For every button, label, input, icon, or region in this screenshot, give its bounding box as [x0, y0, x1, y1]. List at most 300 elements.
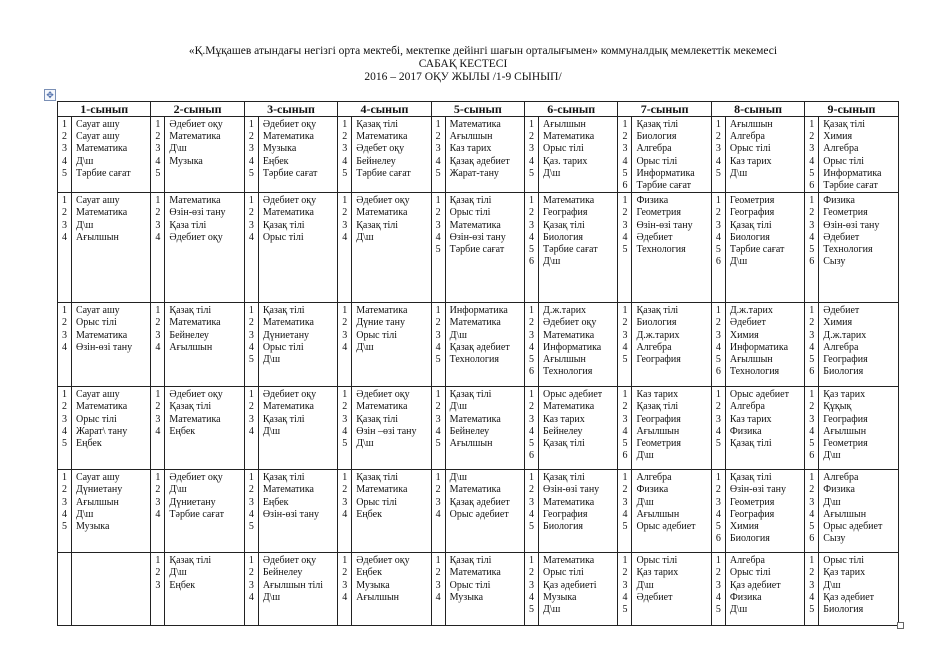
lesson-subjects-cell[interactable]	[725, 193, 804, 303]
lesson-number: 4	[622, 155, 628, 167]
lesson-number: 3	[715, 329, 721, 341]
lesson-subjects-cell[interactable]	[539, 117, 618, 193]
lesson-number: 2	[342, 317, 348, 329]
lesson-number: 4	[62, 425, 67, 437]
lesson-number: 3	[62, 496, 67, 508]
subject-name: Математика	[262, 401, 314, 413]
lesson-subjects-cell[interactable]	[819, 303, 898, 387]
subject-name: Орыс тілі	[543, 567, 584, 579]
day-row	[58, 553, 899, 626]
lesson-number: 5	[809, 243, 815, 255]
lesson-number: 3	[342, 413, 348, 425]
subject-name: Биология	[543, 231, 584, 243]
lesson-number: 4	[809, 425, 815, 437]
lesson-number: 1	[529, 195, 535, 207]
subject-name: Ағылшын	[449, 437, 493, 449]
subject-name: Бейнелеу	[543, 425, 583, 437]
subject-name: Математика	[169, 317, 221, 329]
lesson-number: 4	[342, 341, 348, 353]
subject-name: Дүниетану	[76, 484, 123, 496]
subject-name: Математика	[262, 484, 314, 496]
lesson-subjects-cell[interactable]	[258, 117, 337, 193]
lesson-number: 3	[809, 579, 815, 591]
lesson-number: 1	[529, 555, 535, 567]
lesson-number: 2	[435, 207, 441, 219]
lesson-numbers-cell	[805, 387, 819, 470]
lesson-number: 1	[622, 389, 628, 401]
lesson-number: 1	[342, 555, 348, 567]
lesson-numbers-cell	[525, 193, 539, 303]
subject-name: Музыка	[76, 520, 110, 532]
lesson-subjects-cell[interactable]	[819, 387, 898, 470]
lesson-number: 5	[715, 243, 721, 255]
subject-name: Технология	[449, 353, 499, 365]
lesson-number: 2	[622, 317, 628, 329]
subject-name: Еңбек	[356, 567, 382, 579]
lesson-number: 1	[155, 472, 161, 484]
lesson-subjects-cell[interactable]	[352, 117, 431, 193]
lesson-subjects-cell[interactable]	[819, 553, 898, 626]
subject-name: География	[823, 413, 868, 425]
lesson-number: 2	[809, 317, 815, 329]
lesson-subjects-cell[interactable]	[819, 193, 898, 303]
lesson-number: 4	[809, 508, 815, 520]
lesson-subjects-cell[interactable]	[632, 470, 711, 553]
subject-name: Математика	[169, 195, 221, 207]
lesson-number: 5	[529, 603, 535, 615]
lesson-number: 3	[622, 143, 628, 155]
lesson-number: 5	[248, 520, 254, 532]
lesson-subjects-cell[interactable]	[725, 303, 804, 387]
lesson-numbers-cell	[58, 553, 72, 626]
subject-name: Информатика	[823, 167, 882, 179]
lesson-number: 1	[248, 472, 254, 484]
lesson-numbers-cell	[805, 303, 819, 387]
lesson-subjects-cell[interactable]	[632, 387, 711, 470]
subject-name: Ағылшын	[76, 231, 119, 243]
lesson-number: 2	[62, 401, 67, 413]
lesson-number: 6	[529, 366, 535, 378]
lesson-numbers-cell	[58, 303, 72, 387]
subject-name: География	[543, 508, 588, 520]
lesson-numbers-cell	[805, 470, 819, 553]
subject-name: Математика	[449, 317, 501, 329]
table-resize-handle[interactable]	[897, 622, 904, 629]
subject-name: Физика	[823, 195, 855, 207]
lesson-number: 1	[248, 305, 254, 317]
lesson-number: 1	[155, 195, 161, 207]
lesson-number: 4	[435, 155, 441, 167]
lesson-subjects-cell[interactable]	[258, 553, 337, 626]
subject-name: Д\ш	[76, 219, 94, 231]
subject-name: Алгебра	[636, 341, 672, 353]
lesson-subjects-cell[interactable]	[352, 387, 431, 470]
class-header: 2-сынып	[151, 102, 244, 117]
lesson-number: 4	[435, 508, 441, 520]
lesson-subjects-cell[interactable]	[72, 553, 151, 626]
lesson-number: 2	[529, 401, 535, 413]
lesson-number: 3	[435, 219, 441, 231]
lesson-number: 2	[715, 317, 721, 329]
subject-name: Қазақ тілі	[262, 305, 305, 317]
lesson-subjects-cell[interactable]	[445, 193, 524, 303]
lesson-numbers-cell	[151, 553, 165, 626]
subject-name: Математика	[543, 401, 595, 413]
subject-name: Биология	[543, 520, 584, 532]
lesson-number: 3	[248, 219, 254, 231]
lesson-number: 2	[248, 317, 254, 329]
subject-name: Д.ж.тарих	[823, 329, 867, 341]
lesson-subjects-cell[interactable]	[725, 470, 804, 553]
lesson-number: 5	[248, 167, 254, 179]
subject-name: Орыс әдебиет	[543, 389, 603, 401]
lesson-number: 2	[342, 131, 348, 143]
subject-name: Қаз тарих	[636, 567, 679, 579]
lesson-number: 1	[622, 472, 628, 484]
lesson-number: 2	[248, 131, 254, 143]
subject-name: Қазақ тілі	[636, 119, 679, 130]
lesson-subjects-cell[interactable]	[258, 193, 337, 303]
subject-name: Химия	[729, 329, 759, 341]
lesson-number: 5	[62, 167, 67, 179]
lesson-subjects-cell[interactable]	[72, 470, 151, 553]
subject-name: Алгебра	[823, 143, 859, 155]
day-row	[58, 303, 899, 387]
lesson-number: 4	[155, 231, 161, 243]
lesson-number: 4	[248, 155, 254, 167]
subject-name: Математика	[543, 131, 595, 143]
lesson-number: 5	[622, 353, 628, 365]
lesson-number: 5	[809, 353, 815, 365]
lesson-number: 4	[809, 231, 815, 243]
lesson-subjects-cell[interactable]	[445, 303, 524, 387]
subject-name: Д\ш	[543, 603, 561, 615]
lesson-subjects-cell[interactable]	[72, 387, 151, 470]
lesson-subjects-cell[interactable]	[258, 303, 337, 387]
lesson-number: 2	[248, 207, 254, 219]
lesson-number: 6	[529, 256, 535, 268]
lesson-number: 6	[809, 366, 815, 378]
lesson-subjects-cell[interactable]	[258, 387, 337, 470]
lesson-number: 4	[529, 508, 535, 520]
lesson-number: 6	[529, 450, 535, 462]
lesson-number: 2	[529, 317, 535, 329]
subject-name: Әдебиет оқу	[169, 231, 223, 243]
lesson-number: 5	[435, 353, 441, 365]
lesson-subjects-cell[interactable]	[725, 553, 804, 626]
lesson-subjects-cell[interactable]	[539, 193, 618, 303]
subject-name: Өзін-өзі тану	[729, 484, 786, 496]
lesson-numbers-cell	[244, 470, 258, 553]
subject-name: Алгебра	[823, 472, 859, 484]
subject-name: Жарат\ тану	[76, 425, 128, 437]
subject-name: Математика	[449, 484, 501, 496]
lesson-subjects-cell[interactable]	[72, 193, 151, 303]
lesson-number: 2	[62, 484, 67, 496]
lesson-subjects-cell[interactable]	[165, 193, 244, 303]
subject-name: Қазақ тілі	[356, 219, 398, 231]
lesson-number: 5	[715, 167, 721, 179]
lesson-number: 2	[435, 401, 441, 413]
lesson-subjects-cell[interactable]	[352, 193, 431, 303]
lesson-number: 2	[62, 131, 67, 143]
lesson-number: 3	[529, 219, 535, 231]
lesson-numbers-cell	[711, 470, 725, 553]
lesson-number: 3	[62, 219, 67, 231]
lesson-number: 6	[809, 533, 815, 545]
lesson-numbers-cell	[244, 117, 258, 193]
lesson-subjects-cell[interactable]	[72, 117, 151, 193]
lesson-number: 6	[715, 366, 721, 378]
lesson-number: 2	[622, 131, 628, 143]
lesson-subjects-cell[interactable]	[632, 303, 711, 387]
lesson-numbers-cell	[338, 387, 352, 470]
lesson-subjects-cell[interactable]	[352, 303, 431, 387]
subject-name: Өзін –өзі тану	[356, 425, 417, 437]
lesson-number: 3	[62, 413, 67, 425]
lesson-number: 5	[715, 520, 721, 532]
lesson-number: 4	[809, 155, 815, 167]
lesson-subjects-cell[interactable]	[725, 387, 804, 470]
subject-name: Музыка	[356, 579, 390, 591]
subject-name: Қаз әдебиет	[823, 591, 875, 603]
lesson-subjects-cell[interactable]	[539, 470, 618, 553]
lesson-subjects-cell[interactable]	[539, 303, 618, 387]
subject-name: Математика	[356, 305, 408, 317]
subject-name: Математика	[356, 207, 408, 219]
subject-name: Биология	[729, 533, 770, 545]
subject-name: Қазақ тілі	[262, 472, 305, 484]
subject-name: Ағылшын	[449, 131, 493, 143]
subject-name: Тәрбие сағат	[729, 243, 785, 255]
lesson-number: 1	[342, 472, 348, 484]
lesson-number: 2	[248, 567, 254, 579]
lesson-number: 2	[342, 207, 348, 219]
subject-name: Әдебиет оқу	[262, 555, 317, 567]
lesson-number: 2	[62, 207, 67, 219]
subject-name: Математика	[76, 143, 128, 155]
lesson-subjects-cell[interactable]	[445, 553, 524, 626]
lesson-subjects-cell[interactable]	[72, 303, 151, 387]
lesson-subjects-cell[interactable]	[725, 117, 804, 193]
lesson-subjects-cell[interactable]	[539, 387, 618, 470]
lesson-subjects-cell[interactable]	[632, 117, 711, 193]
lesson-number: 4	[435, 341, 441, 353]
lesson-number: 3	[715, 579, 721, 591]
subject-name: Химия	[729, 520, 759, 532]
class-header-row	[58, 102, 899, 117]
subject-name: Информатика	[729, 341, 789, 353]
subject-name: Математика	[262, 207, 314, 219]
lesson-number: 2	[435, 567, 441, 579]
subject-name: Қазақ тілі	[356, 413, 398, 425]
lesson-number: 3	[529, 413, 535, 425]
lesson-numbers-cell	[338, 303, 352, 387]
subject-name: Физика	[636, 195, 669, 207]
lesson-number: 2	[342, 401, 348, 413]
lesson-number: 3	[435, 579, 441, 591]
subject-name: Каз тарих	[729, 413, 772, 425]
lesson-number: 4	[62, 231, 67, 243]
lesson-number: 3	[529, 329, 535, 341]
lesson-number: 1	[435, 119, 441, 130]
subject-name: Алгебра	[729, 555, 765, 567]
lesson-subjects-cell[interactable]	[165, 553, 244, 626]
subject-name: Математика	[356, 401, 408, 413]
subject-name: Музыка	[449, 591, 484, 603]
subject-name: Өзін-өзі тану	[636, 219, 693, 231]
subject-name: Физика	[729, 591, 762, 603]
lesson-subjects-cell[interactable]	[819, 470, 898, 553]
lesson-subjects-cell[interactable]	[165, 387, 244, 470]
lesson-number: 3	[809, 219, 815, 231]
lesson-subjects-cell[interactable]	[165, 470, 244, 553]
subject-name: Қазақ тілі	[729, 219, 772, 231]
subject-name: Геометрия	[729, 496, 775, 508]
lesson-subjects-cell[interactable]	[352, 470, 431, 553]
lesson-number: 3	[342, 219, 348, 231]
lesson-numbers-cell	[711, 553, 725, 626]
subject-name: Қазақ тілі	[169, 401, 212, 413]
lesson-number: 5	[342, 437, 348, 449]
lesson-number: 2	[155, 484, 161, 496]
lesson-numbers-cell	[711, 387, 725, 470]
lesson-number: 2	[155, 131, 161, 143]
subject-name: Тәрбие сағат	[543, 243, 598, 255]
lesson-number: 1	[809, 195, 815, 207]
lesson-subjects-cell[interactable]	[445, 387, 524, 470]
subject-name: Еңбек	[169, 579, 196, 591]
lesson-number: 2	[809, 131, 815, 143]
subject-name: Физика	[636, 484, 669, 496]
lesson-numbers-cell	[431, 193, 445, 303]
lesson-numbers-cell	[525, 387, 539, 470]
subject-name: Тәрбие сағат	[76, 167, 131, 179]
day-row	[58, 387, 899, 470]
subject-name: Қазақ тілі	[543, 472, 585, 484]
lesson-number: 5	[809, 520, 815, 532]
lesson-number: 3	[155, 579, 161, 591]
subject-name: География	[636, 413, 681, 425]
class-header: 7-сынып	[618, 102, 711, 117]
subject-name: Ағылшын	[543, 353, 586, 365]
lesson-number: 4	[435, 231, 441, 243]
lesson-number: 3	[248, 143, 254, 155]
lesson-numbers-cell	[431, 553, 445, 626]
subject-name: Математика	[543, 329, 595, 341]
lesson-number: 1	[715, 119, 721, 130]
lesson-subjects-cell[interactable]	[165, 303, 244, 387]
lesson-number: 5	[809, 167, 815, 179]
subject-name: Каз тарих	[729, 155, 772, 167]
subject-name: Бейнелеу	[449, 425, 490, 437]
lesson-number: 5	[435, 167, 441, 179]
subject-name: Сауат ашу	[76, 472, 120, 484]
subject-name: Орыс тілі	[76, 317, 117, 329]
class-header: 6-сынып	[525, 102, 618, 117]
lesson-number: 4	[248, 231, 254, 243]
lesson-subjects-cell[interactable]	[632, 553, 711, 626]
lesson-number: 1	[248, 389, 254, 401]
lesson-number: 5	[715, 353, 721, 365]
subject-name: Орыс тілі	[356, 496, 398, 508]
subject-name: Д.ж.тарих	[729, 305, 773, 317]
lesson-subjects-cell[interactable]	[632, 193, 711, 303]
subject-name: Ағылшын	[636, 425, 680, 437]
lesson-number: 5	[342, 167, 348, 179]
lesson-number: 4	[715, 231, 721, 243]
subject-name: Орыс тілі	[262, 231, 304, 243]
lesson-number: 2	[155, 317, 161, 329]
lesson-number: 2	[62, 317, 67, 329]
lesson-numbers-cell	[338, 470, 352, 553]
subject-name: Орыс тілі	[729, 143, 771, 155]
subject-name: Каз тарих	[636, 389, 679, 401]
lesson-number: 3	[62, 143, 67, 155]
table-move-handle-icon[interactable]: ✥	[44, 89, 56, 101]
lesson-subjects-cell[interactable]	[445, 117, 524, 193]
subject-name: Орыс тілі	[262, 341, 304, 353]
lesson-number: 4	[622, 508, 628, 520]
lesson-number: 1	[435, 195, 441, 207]
lesson-number: 3	[342, 579, 348, 591]
lesson-number: 1	[155, 555, 161, 567]
lesson-number: 3	[62, 329, 67, 341]
subject-name: Алгебра	[729, 131, 765, 143]
subject-name: Д\ш	[823, 450, 841, 462]
subject-name: Ағылшын	[823, 425, 867, 437]
lesson-number: 1	[435, 555, 441, 567]
lesson-number: 2	[809, 401, 815, 413]
lesson-number: 4	[529, 155, 535, 167]
subject-name: Әдебиет	[636, 231, 673, 243]
subject-name: Еңбек	[169, 425, 196, 437]
subject-name: Орыс әдебиет	[729, 389, 789, 401]
lesson-number: 4	[715, 155, 721, 167]
subject-name: Әдебиет	[636, 591, 673, 603]
lesson-subjects-cell[interactable]	[352, 553, 431, 626]
subject-name: Д\ш	[636, 450, 654, 462]
lesson-number: 3	[155, 496, 161, 508]
lesson-number: 1	[62, 305, 67, 317]
lesson-number: 1	[715, 472, 721, 484]
lesson-subjects-cell[interactable]	[445, 470, 524, 553]
subject-name: Математика	[449, 119, 501, 130]
lesson-number: 5	[622, 243, 628, 255]
lesson-number: 3	[155, 413, 161, 425]
subject-name: Химия	[823, 131, 853, 143]
subject-name: Математика	[543, 555, 595, 567]
subject-name: Биология	[823, 366, 864, 378]
subject-name: Музыка	[169, 155, 203, 167]
lesson-subjects-cell[interactable]	[819, 117, 898, 193]
subject-name: Қазақ тілі	[449, 389, 492, 401]
lesson-subjects-cell[interactable]	[539, 553, 618, 626]
subject-name: Еңбек	[262, 155, 289, 167]
subject-name: Әдебиет	[823, 231, 860, 243]
lesson-number: 1	[62, 195, 67, 207]
lesson-number: 5	[62, 520, 67, 532]
subject-name: Әдебиет оқу	[543, 317, 597, 329]
lesson-number: 3	[809, 329, 815, 341]
subject-name: Геометрия	[636, 437, 681, 449]
subject-name: Д\ш	[823, 496, 841, 508]
lesson-subjects-cell[interactable]	[258, 470, 337, 553]
subject-name: Ағылшын тілі	[262, 579, 324, 591]
lesson-number: 4	[62, 155, 67, 167]
lesson-number: 2	[715, 567, 721, 579]
lesson-subjects-cell[interactable]	[165, 117, 244, 193]
